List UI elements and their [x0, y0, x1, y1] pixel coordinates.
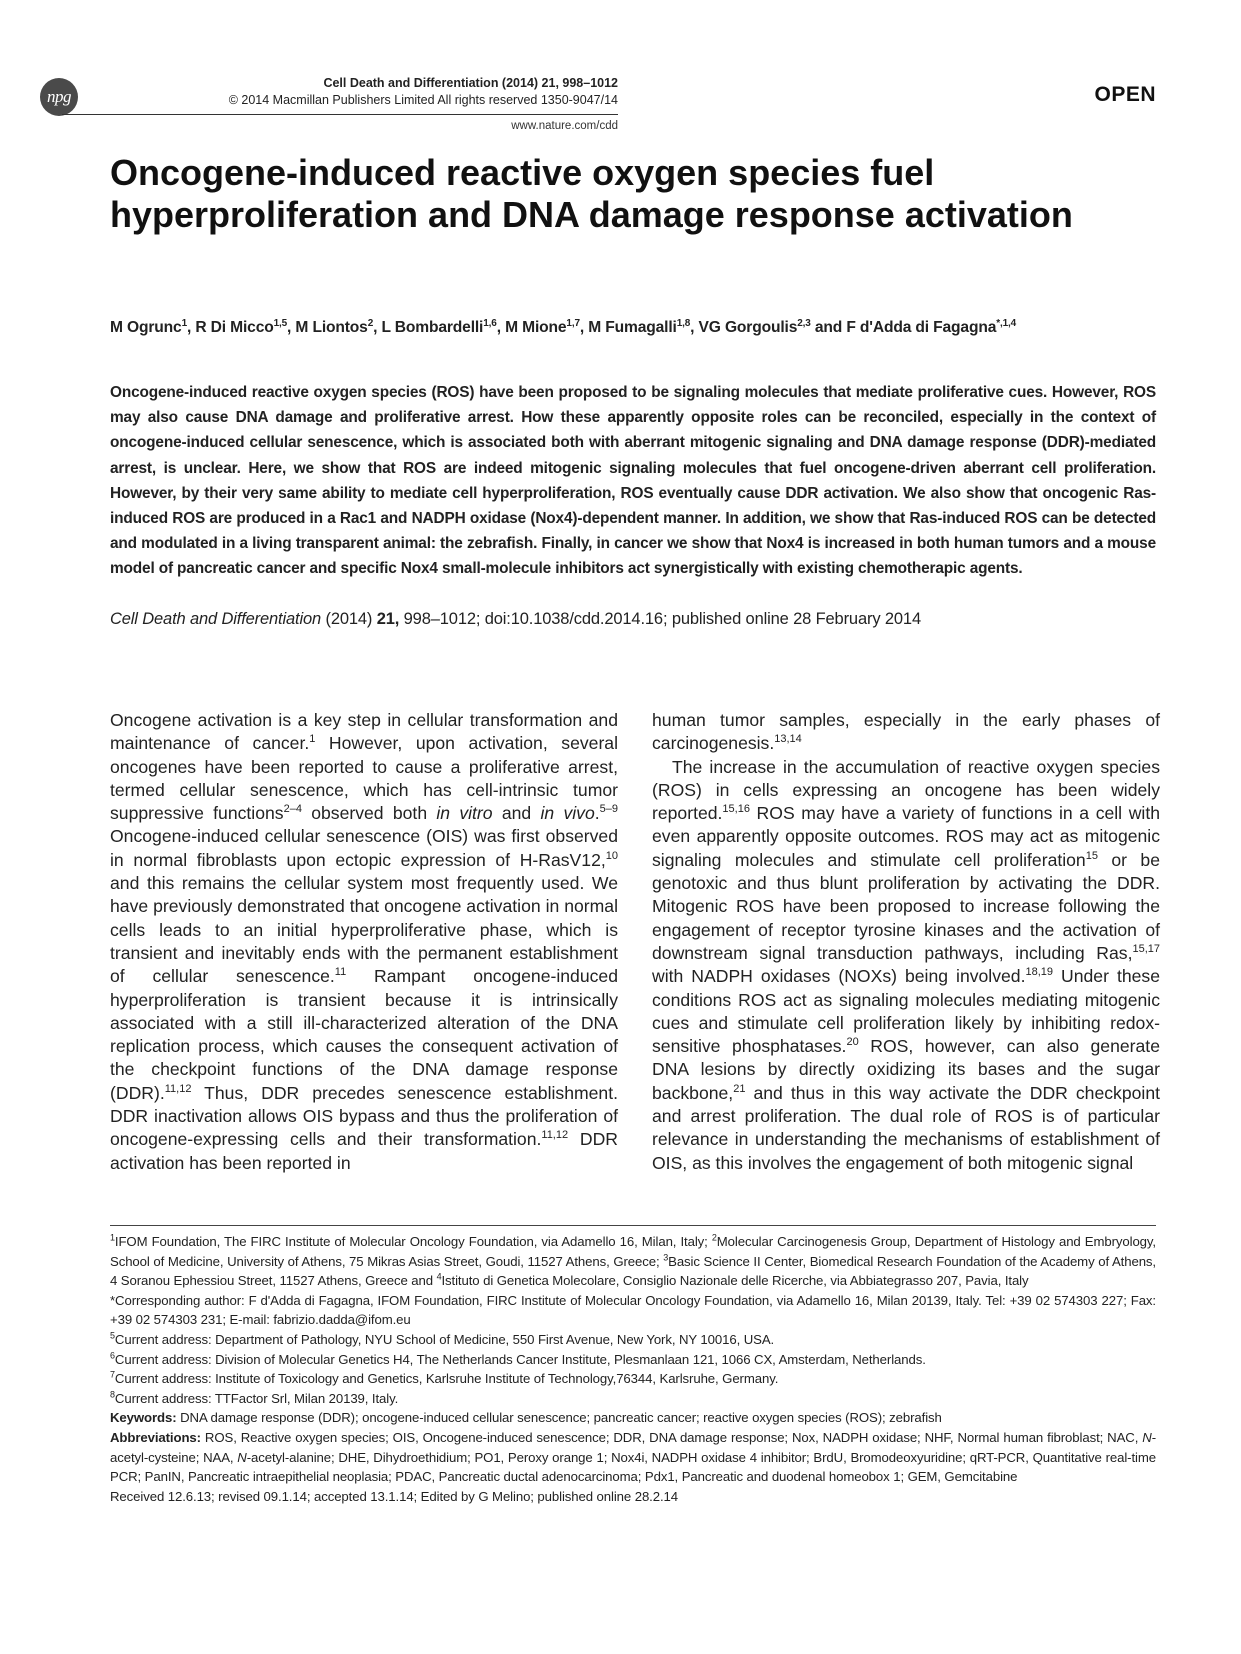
- affiliation: Basic Science II Center, Biomedical Research Foundation of the Academy of Athens, 4 Soranou Ephessiou Street, 11527 Athens, Greece and: [110, 1253, 1156, 1289]
- text: Rampant oncogene-induced hyperproliferation is transient because it is intrinsically associated with a still ill-characterized alteration of the DNA replication process, which causes the consequent activation of the checkpoint functions of the DNA damage response (DDR).: [110, 966, 618, 1103]
- affiliation-number: 5: [110, 1330, 115, 1341]
- text: DDR activation has been reported in: [110, 1129, 618, 1173]
- affiliation-number: 4: [436, 1271, 442, 1282]
- header-rule: [62, 114, 618, 115]
- reference-marker[interactable]: 10: [605, 849, 618, 862]
- text: Thus, DDR precedes senescence establishment. DDR inactivation allows OIS bypass and thus the proliferation of oncogene-expressing cells and their transformation.: [110, 1082, 618, 1150]
- italic-text: N: [237, 1449, 247, 1465]
- affiliation-number: 1: [110, 1232, 115, 1243]
- text: The increase in the accumulation of reactive oxygen species (ROS) in cells expressing an oncogene has been widely reported.: [652, 756, 1160, 824]
- author: F d'Adda di Fagagna: [846, 319, 997, 337]
- author: M Liontos: [295, 319, 368, 337]
- reference-marker[interactable]: 13,14: [774, 733, 802, 746]
- reference-marker[interactable]: 15: [1085, 849, 1098, 862]
- text: ROS may have a variety of functions in a cell with even apparently opposite outcomes. ROS may act as mitogenic signaling molecules and stimulate cell proliferation: [652, 803, 1160, 870]
- body-column-right: [652, 709, 1160, 1175]
- reference-marker[interactable]: 18,19: [1025, 966, 1054, 979]
- affiliation: Molecular Carcinogenesis Group, Department of Histology and Embryology, School of Medicine, University of Athens, 75 Mikras Asias Street, Goudi, 11527 Athens, Greece;: [110, 1234, 1156, 1269]
- reference-marker[interactable]: 15,17: [1132, 943, 1160, 956]
- current-address: [110, 1330, 1156, 1350]
- abbreviations-label: Abbreviations:: [110, 1429, 201, 1445]
- journal-header: [140, 75, 618, 109]
- text: .: [594, 803, 600, 824]
- text: with NADPH oxidases (NOXs) being involved.: [652, 966, 1026, 987]
- affiliation: Istituto di Genetica Molecolare, Consiglio Nazionale delle Ricerche, via Abbiategrasso 207, Pavia, Italy: [441, 1273, 1029, 1289]
- author-affiliation: 1,6: [483, 318, 497, 329]
- reference-marker[interactable]: 21: [733, 1082, 746, 1095]
- abstract: Oncogene-induced reactive oxygen species (ROS) have been proposed to be signaling molecules that mediate proliferative cues. However, ROS may also cause DNA damage and proliferative arrest. How these apparently opposite roles can be reconciled, especially in the context of oncogene-induced cellular senescence, which is associated both with aberrant mitogenic signaling and DNA damage response (DDR)-mediated arrest, is unclear. Here, we show that ROS are indeed mitogenic signaling molecules that fuel oncogene-driven aberrant cell proliferation. However, by their very same ability to mediate cell hyperproliferation, ROS eventually cause DDR activation. We also show that oncogenic Ras-induced ROS are produced in a Rac1 and NADPH oxidase (Nox4)-dependent manner. In addition, we show that Ras-induced ROS can be detected and modulated in a living transparent animal: the zebrafish. Finally, in cancer we show that Nox4 is increased in both human tumors and a mouse model of pancreatic cancer and specific Nox4 small-molecule inhibitors act synergistically with existing chemotherapic agents.: [110, 384, 1156, 578]
- author: M Mione: [505, 319, 567, 337]
- affiliation-number: 3: [663, 1252, 669, 1263]
- author-affiliation: 1,8: [676, 318, 691, 329]
- current-address: [110, 1350, 1156, 1370]
- keywords: [110, 1408, 1156, 1428]
- affiliation-number: 6: [110, 1350, 115, 1361]
- current-address: [110, 1369, 1156, 1389]
- text: Oncogene activation is a key step in cellular transformation and maintenance of cancer.: [110, 710, 618, 754]
- body-paragraph: [110, 709, 618, 1175]
- article-title: Oncogene-induced reactive oxygen species fuel hyperproliferation and DNA damage response activation: [110, 152, 1073, 235]
- citation-details: 998–1012; doi:10.1038/cdd.2014.16; published online 28 February 2014: [403, 610, 921, 628]
- author: VG Gorgoulis: [698, 319, 798, 337]
- italic-text: in vivo: [540, 803, 595, 824]
- text: ROS, however, can also generate DNA lesions by directly oxidizing its bases and the sugar backbone,: [652, 1036, 1160, 1103]
- affiliation-number: 2: [711, 1232, 717, 1243]
- footnotes: [110, 1232, 1156, 1506]
- affiliation-number: 7: [110, 1369, 115, 1380]
- affiliation: IFOM Foundation, The FIRC Institute of Molecular Oncology Foundation, via Adamello 16, Milan, Italy;: [114, 1234, 712, 1249]
- corresponding-author: *Corresponding author: F d'Adda di Fagagna, IFOM Foundation, FIRC Institute of Molecular Oncology Foundation, via Adamello 16, Milan 20139, Italy. Tel: +39 02 574303 227; Fax: +39 02 574303 231; E-mail: fabrizio.dadda@ifom.eu: [110, 1292, 1156, 1328]
- keywords-label: Keywords:: [110, 1410, 177, 1426]
- journal-line: Cell Death and Differentiation (2014) 21, 998–1012: [323, 76, 618, 90]
- affiliation-number: 8: [110, 1389, 115, 1400]
- address: Current address: Institute of Toxicology and Genetics, Karlsruhe Institute of Technology,76344, Karlsruhe, Germany.: [114, 1371, 779, 1387]
- citation-journal: Cell Death and Differentiation: [110, 610, 322, 628]
- author: R Di Micco: [195, 319, 274, 337]
- body-column-left: [110, 709, 618, 1175]
- npg-logo: npg: [40, 78, 78, 116]
- author: M Fumagalli: [588, 319, 677, 337]
- body-paragraph: [652, 709, 1160, 756]
- text: and this remains the cellular system most frequently used. We have previously demonstrated that oncogene activation in normal cells leads to an initial hyperproliferative phase, which is transient and inevitably ends with the permanent establishment of cellular senescence.: [110, 873, 618, 987]
- text: Oncogene-induced cellular senescence (OIS) was first observed in normal fibroblasts upon ectopic expression of H-RasV12,: [110, 826, 618, 870]
- reference-marker[interactable]: 15,16: [722, 803, 750, 816]
- text: and: [492, 803, 541, 824]
- abbreviations-text: -acetyl-alanine; DHE, Dihydroethidium; PO1, Peroxy orange 1; Nox4i, NADPH oxidase 4 inhibitor; BrdU, Bromodeoxyuridine; qRT-PCR, Quantitative real-time PCR; PanIN, Pancreatic intraepithelial neoplasia; PDAC, Pancreatic ductal adenocarcinoma; Pdx1, Pancreatic and duodenal homeobox 1; GEM, Gemcitabine: [110, 1449, 1156, 1485]
- authors-and: and: [814, 319, 843, 337]
- current-address: [110, 1389, 1156, 1409]
- footnote-rule: [110, 1225, 1156, 1226]
- address: Current address: TTFactor Srl, Milan 20139, Italy.: [114, 1390, 399, 1406]
- reference-marker[interactable]: 1: [309, 733, 316, 746]
- received-dates: Received 12.6.13; revised 09.1.14; accepted 13.1.14; Edited by G Melino; published online 28.2.14: [110, 1488, 679, 1504]
- reference-marker[interactable]: 11,12: [164, 1082, 192, 1095]
- author-affiliation: *,1,4: [996, 318, 1017, 329]
- author-affiliation: 2: [367, 318, 374, 329]
- reference-marker[interactable]: 5–9: [599, 803, 618, 816]
- abbreviations-text: ROS, Reactive oxygen species; OIS, Oncogene-induced senescence; DDR, DNA damage response; Nox, NADPH oxidase; NHF, Normal human fibroblast; NAC,: [200, 1429, 1143, 1445]
- copyright-line: © 2014 Macmillan Publishers Limited All rights reserved 1350-9047/14: [228, 93, 618, 107]
- author: L Bombardelli: [381, 319, 484, 337]
- author-affiliation: 1: [181, 318, 187, 329]
- reference-marker[interactable]: 11,12: [541, 1129, 569, 1142]
- abbreviations: [110, 1428, 1156, 1487]
- journal-website-link[interactable]: www.nature.com/cdd: [511, 120, 618, 132]
- open-access-label: OPEN: [1094, 83, 1156, 106]
- address: Current address: Department of Pathology, NYU School of Medicine, 550 First Avenue, New York, NY 10016, USA.: [114, 1331, 775, 1347]
- text: Under these conditions ROS act as signaling molecules mediating mitogenic cues and stimulate cell proliferation likely by inhibiting redox-sensitive phosphatases.: [652, 966, 1160, 1057]
- author: M Ogrunc: [110, 319, 182, 337]
- body-paragraph: [652, 756, 1160, 1175]
- text: However, upon activation, several oncogenes have been reported to cause a proliferative arrest, termed cellular senescence, which has cell-intrinsic tumor suppressive functions: [110, 733, 618, 824]
- reference-marker[interactable]: 11: [334, 966, 347, 979]
- text: observed both: [301, 803, 437, 824]
- citation-year: (2014): [325, 610, 373, 628]
- address: Current address: Division of Molecular Genetics H4, The Netherlands Cancer Institute, Plesmanlaan 121, 1066 CX, Amsterdam, Netherlands.: [114, 1351, 926, 1367]
- reference-marker[interactable]: 20: [846, 1036, 859, 1049]
- reference-marker[interactable]: 2–4: [283, 803, 302, 816]
- citation-line: [110, 610, 1156, 629]
- abbreviations-text: -acetyl-cysteine; NAA,: [110, 1429, 1156, 1465]
- citation-volume: 21,: [376, 610, 400, 628]
- text: or be genotoxic and thus blunt proliferation by activating the DDR. Mitogenic ROS have been proposed to increase following the engagement of receptor tyrosine kinases and the activation of downstream signal transduction pathways, including Ras,: [652, 849, 1160, 963]
- affiliations: [110, 1232, 1156, 1291]
- author-affiliation: 1,7: [566, 318, 580, 329]
- text: and thus in this way activate the DDR checkpoint and arrest proliferation. The dual role of ROS is of particular relevance in understanding the mechanisms of establishment of OIS, as this involves the engagement of both mitogenic signal: [652, 1082, 1160, 1173]
- author-affiliation: 1,5: [273, 318, 288, 329]
- italic-text: N: [1142, 1429, 1152, 1445]
- italic-text: in vitro: [436, 803, 493, 824]
- author-list: M Ogrunc$^1$, R Di Micco$^{1,5}$, M Liontos$^2$, L Bombardelli$^{1,6}$, M Mione$^{1,7}$, M Fumagalli$^{1,8}$, VG Gorgoulis$^{2,3}$ and F d'Adda di Fagagna$^{*,1,4}$: [110, 318, 1017, 337]
- keywords-text: DNA damage response (DDR); oncogene-induced cellular senescence; pancreatic cancer; reactive oxygen species (ROS); zebrafish: [176, 1410, 942, 1426]
- text: human tumor samples, especially in the early phases of carcinogenesis.: [652, 710, 1160, 754]
- author-affiliation: 2,3: [797, 318, 811, 329]
